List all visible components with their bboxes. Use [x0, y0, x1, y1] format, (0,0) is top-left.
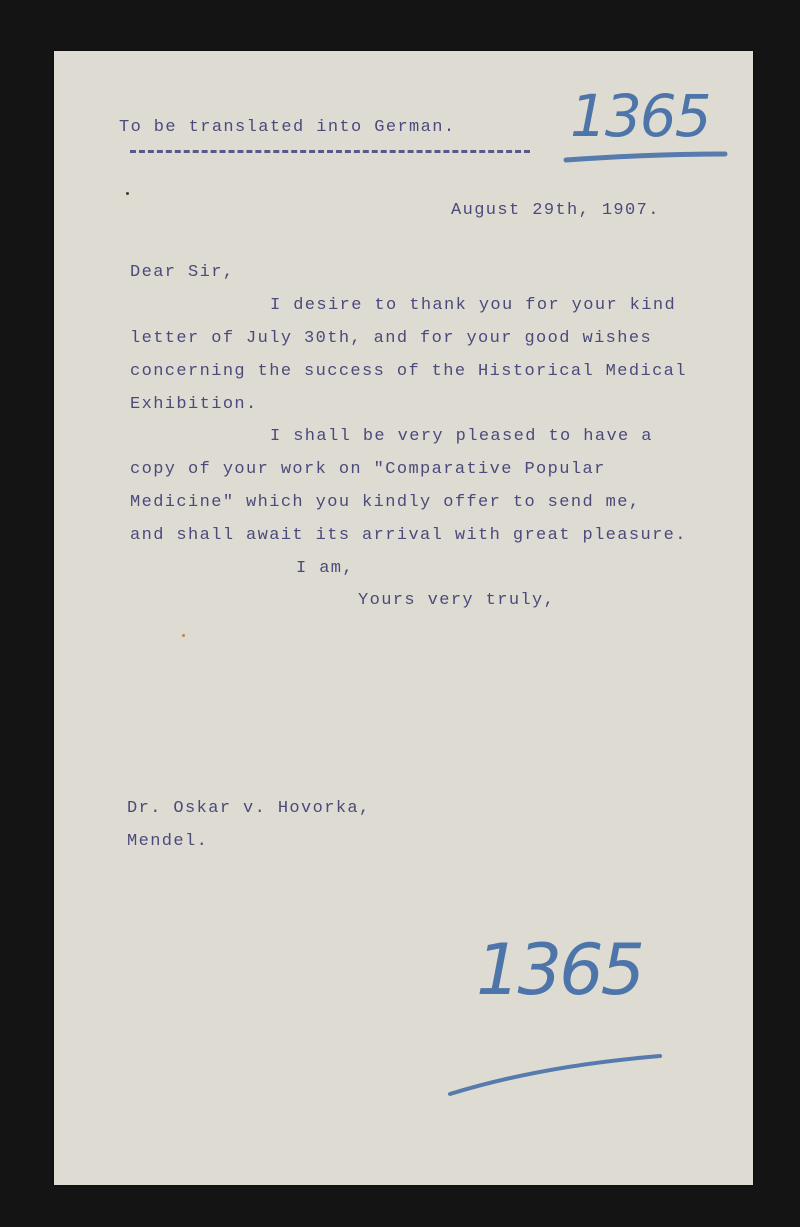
translation-note: To be translated into German.: [119, 118, 456, 137]
body-line: and shall await its arrival with great pleasure.: [130, 526, 687, 545]
handwritten-number-bottom: [440, 920, 690, 1105]
header-underline: [130, 150, 530, 153]
body-line: Medicine" which you kindly offer to send me,: [130, 493, 641, 512]
recipient-place: Mendel.: [127, 832, 209, 851]
body-line: concerning the success of the Historical Medical: [130, 362, 687, 381]
paper-speck: [182, 634, 185, 637]
closing-signoff: Yours very truly,: [358, 591, 556, 610]
body-line: I shall be very pleased to have a: [270, 427, 653, 446]
paper-speck: [126, 192, 129, 195]
body-line: I desire to thank you for your kind: [270, 296, 677, 315]
body-line: letter of July 30th, and for your good wishes: [130, 329, 653, 348]
body-line: Exhibition.: [130, 395, 258, 414]
body-line: copy of your work on "Comparative Popular: [130, 460, 606, 479]
salutation: Dear Sir,: [130, 263, 235, 282]
recipient-name: Dr. Oskar v. Hovorka,: [127, 799, 371, 818]
number-top-text: 1365: [570, 82, 710, 150]
closing-line: I am,: [296, 559, 355, 578]
letter-date: August 29th, 1907.: [451, 201, 660, 220]
number-bottom-text: 1365: [476, 929, 643, 1011]
handwritten-number-top: [560, 78, 735, 173]
